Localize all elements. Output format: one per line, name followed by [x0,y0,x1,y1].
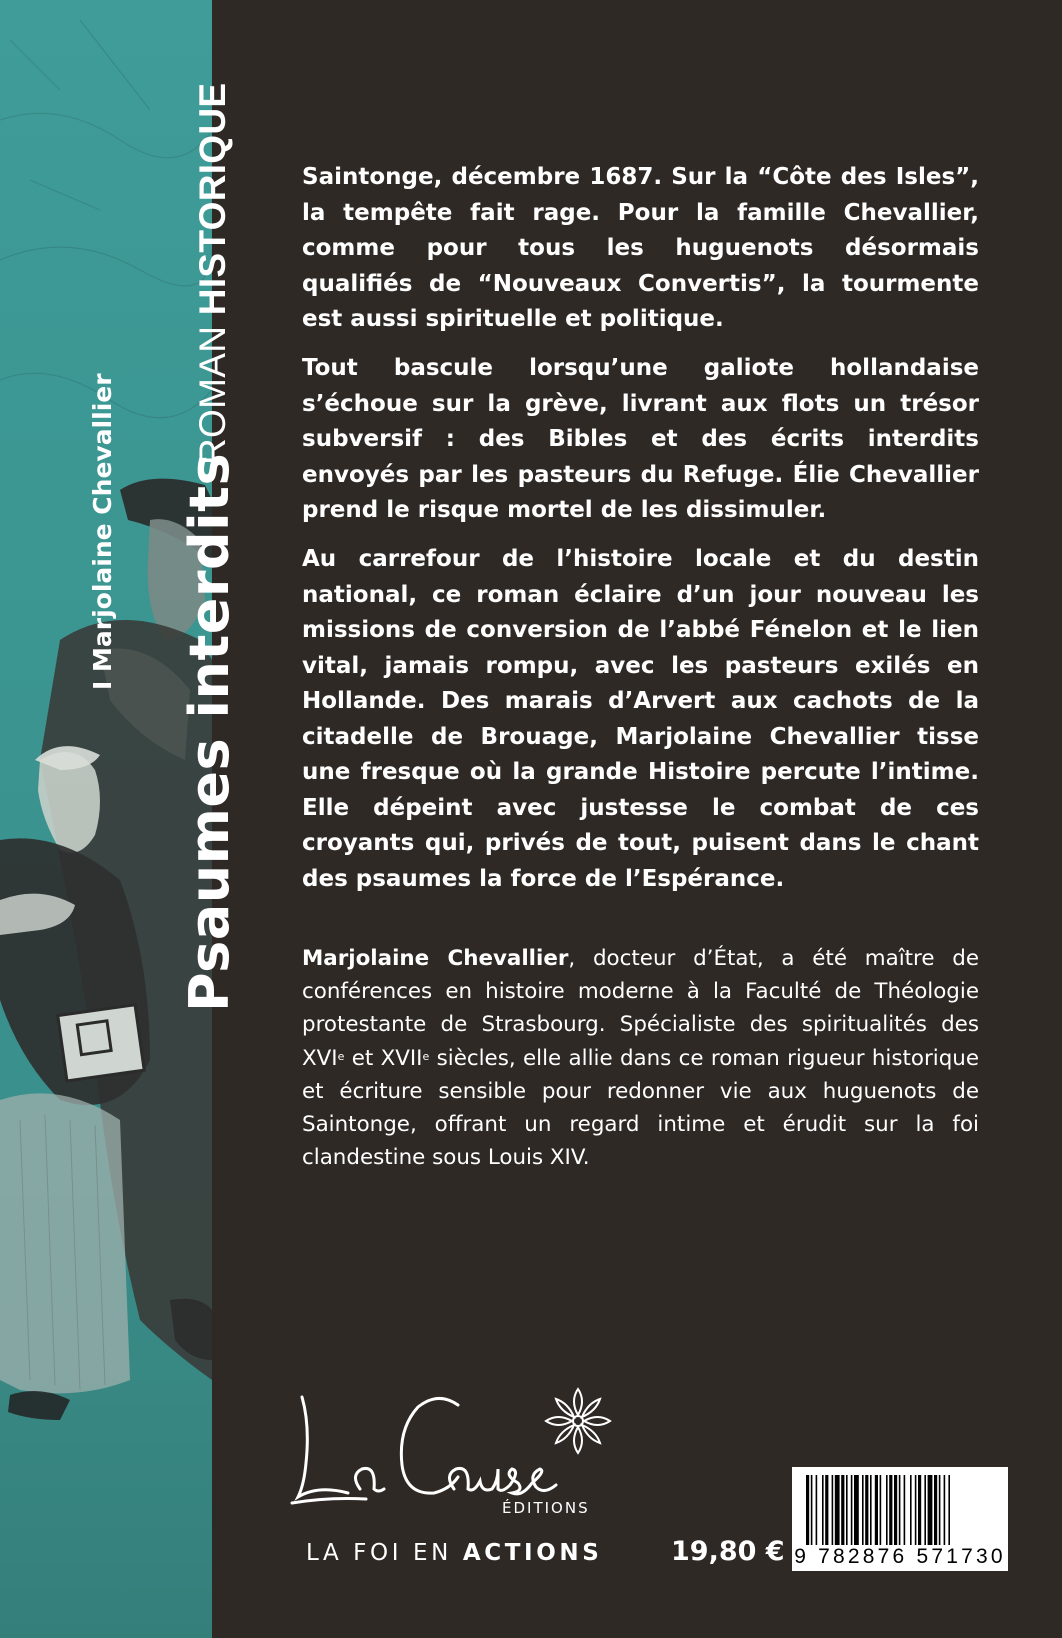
tagline-bold: ACTIONS [462,1540,603,1566]
barcode-bar [889,1475,892,1545]
spine-illustration-panel [0,0,241,1638]
barcode-bar [822,1475,824,1545]
bio-author-name: Marjolaine Chevallier [302,946,569,971]
blurb-paragraph: Tout bascule lorsqu’une galiote hollandaise s’échoue sur la grève, livrant aux flots un trésor subversif : des Bibles et des écrits interdits envoyés par les pasteurs du Refuge. Élie Chevallier prend le risque mortel de les dissimuler. [302,355,979,523]
barcode-bar [939,1475,941,1545]
bio-superscript: e [337,1049,345,1063]
barcode-bar [918,1475,921,1545]
barcode-bar [806,1475,809,1545]
barcode-bar [915,1475,917,1545]
bio-text: , docteur d’État, a été maître de conférences en histoire moderne à la Faculté de Théologie protestante de Strasbourg. Spécialiste des spiritualités des XVI [302,946,980,1071]
book-blurb [302,160,979,911]
bio-text: et XVII [344,1045,423,1071]
la-cause-logo-graphic [288,1385,638,1515]
barcode-bar [816,1475,818,1545]
author-biography [302,942,979,1174]
barcode-bar [944,1475,946,1545]
barcode-bar [948,1475,950,1545]
bio-text: siècles, elle allie dans ce roman rigueur historique et écriture sensible pour redonner vie aux huguenots de Saintonge, offrant un regard intime et érudit sur la foi clandestine sous Louis XIV. [302,1045,979,1171]
barcode-bar [841,1475,844,1545]
blurb-paragraph: Au carrefour de l’histoire locale et du destin national, ce roman éclaire d’un jour nouveau les missions de conversion de l’abbé Fénelon et le lien vital, jamais rompu, avec les pasteurs exilés en Hollande. Des marais d’Arvert aux cachots de la citadelle de Brouage, Marjolaine Chevallier tisse une fresque où la grande Histoire percute l’intime. Elle dépeint avec justesse le combat de ces croyants qui, privés de tout, puisent dans le chant des psaumes la force de l’Espérance. [302,546,979,892]
publisher-logo [288,1385,638,1515]
barcode-bar [928,1475,933,1545]
spine-book-title: Psaumes interdits [178,452,241,1012]
barcode-bar [862,1475,864,1545]
barcode-bar [899,1475,901,1545]
barcode-bar [851,1475,853,1545]
barcode-bar [854,1475,859,1545]
barcode-bar [880,1475,882,1545]
barcode-bar [825,1475,828,1545]
spine-genre [192,83,234,465]
spine-author-name: I Marjolaine Chevallier [88,373,117,690]
bio-superscript: e [422,1049,430,1063]
barcode-bar [924,1475,926,1545]
genre-bold: HISTORIQUE [192,82,233,316]
barcode-bar [886,1475,888,1545]
tagline-light: LA FOI EN [306,1540,463,1566]
barcode-bar [875,1475,878,1545]
barcode-bar [894,1475,897,1545]
price-label: 19,80 € [671,1536,785,1567]
isbn-barcode [792,1467,1008,1571]
logo-subtitle: ÉDITIONS [502,1499,590,1517]
barcode-bar [910,1475,912,1545]
blurb-paragraph: Saintonge, décembre 1687. Sur la “Côte des Isles”, la tempête fait rage. Pour la famille Chevallier, comme pour tous les huguenots désormais qualifiés de “Nouveaux Convertis”, la tourmente est aussi spirituelle et politique. [302,164,979,332]
isbn-number: 9 782876 571730 [794,1545,1006,1568]
barcode-bar [832,1475,834,1545]
barcode-bar [846,1475,848,1545]
barcode-bar [904,1475,906,1545]
publisher-tagline [306,1540,602,1566]
barcode-bar [811,1475,813,1545]
barcode-bar [865,1475,868,1545]
barcode-bar [835,1475,840,1545]
barcode-bar [870,1475,872,1545]
barcode-bar [934,1475,937,1545]
genre-light: ROMAN [192,315,233,465]
